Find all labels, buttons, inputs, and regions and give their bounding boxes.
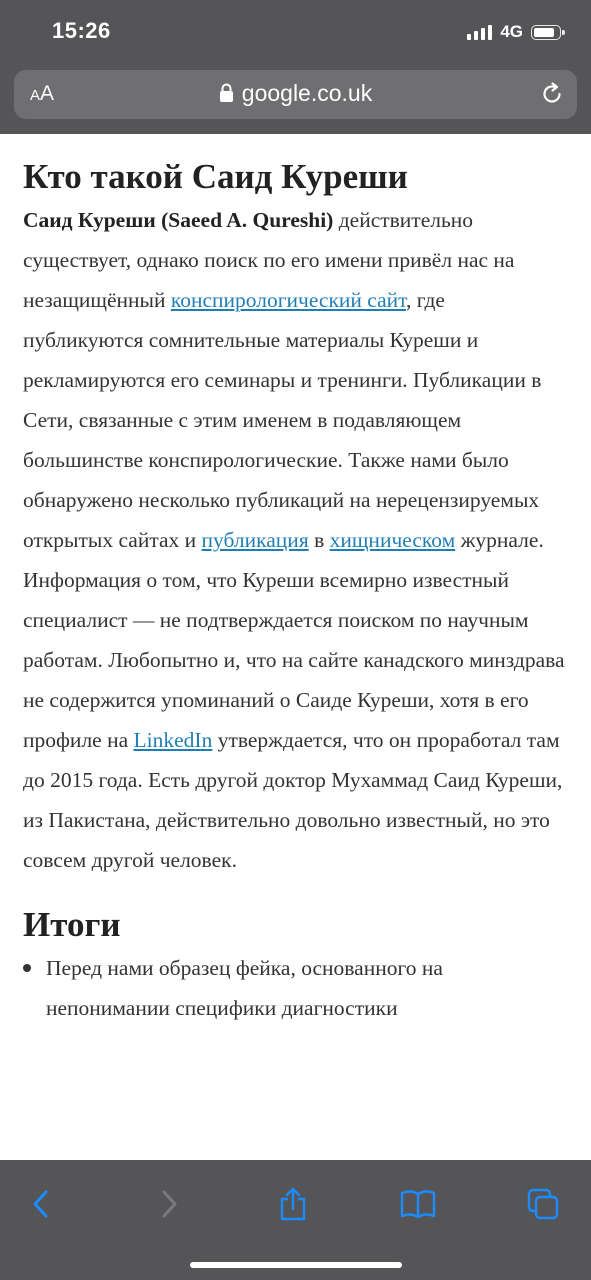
text-size-button[interactable]: AA — [30, 82, 55, 105]
forward-button[interactable] — [147, 1182, 191, 1226]
paragraph-text: журнале. Информация о том, что Куреши всемирно известный специалист — не подтверждается поиском по научным работам. Любопытно и, что на сайте канадского минздрава не содержится упоминаний о Саиде Куреши, хотя в его профиле на — [23, 528, 565, 752]
subject-name: Саид Куреши (Saeed A. Qureshi) — [23, 208, 334, 232]
battery-level — [534, 28, 554, 37]
url-display[interactable] — [14, 80, 577, 109]
article-content — [23, 154, 568, 1028]
forward-icon — [159, 1189, 179, 1219]
status-indicators — [467, 20, 561, 44]
tabs-icon — [526, 1187, 560, 1221]
network-type: 4G — [500, 22, 523, 41]
predatory-journal-link[interactable]: хищническом — [329, 528, 456, 552]
paragraph-text: , где публикуются сомнительные материалы Куреши и рекламируются его семинары и тренинги. Публикации в Сети, связанные с этим именем в подавляющем большинстве конспирологические. Также нами было обнаружено несколько публикаций на нерецензируемых открытых сайтах и — [23, 288, 542, 552]
browser-top-chrome — [0, 0, 591, 134]
paragraph-text: действительно существует, однако поиск по его имени привёл нас на незащищённый — [23, 208, 515, 312]
reload-icon[interactable] — [539, 81, 565, 112]
home-indicator[interactable] — [190, 1262, 402, 1268]
lock-icon — [219, 82, 234, 109]
paragraph-text: утверждается, что он проработал там до 2015 года. Есть другой доктор Мухаммад Саид Куреши, из Пакистана, действительно довольно известный, но это совсем другой человек. — [23, 728, 563, 872]
article-paragraph — [23, 200, 568, 880]
share-button[interactable] — [271, 1182, 315, 1226]
conspiracy-site-link[interactable]: конспирологический сайт — [170, 288, 406, 312]
paragraph-text: в — [308, 528, 330, 552]
back-button[interactable] — [19, 1182, 63, 1226]
summary-list — [23, 948, 568, 1028]
url-domain: google.co.uk — [241, 80, 373, 106]
cellular-signal-icon — [467, 24, 492, 40]
publication-link[interactable]: публикация — [201, 528, 309, 552]
status-time: 15:26 — [52, 18, 111, 43]
summary-heading: Итоги — [23, 905, 121, 944]
tabs-button[interactable] — [521, 1182, 565, 1226]
list-item: Перед нами образец фейка, основанного на непонимании специфики диагностики — [23, 948, 568, 1028]
article-title: Кто такой Саид Куреши — [23, 157, 408, 196]
bookmarks-button[interactable] — [396, 1182, 440, 1226]
back-icon — [31, 1189, 51, 1219]
share-icon — [278, 1186, 308, 1222]
battery-icon — [531, 25, 561, 40]
linkedin-link[interactable]: LinkedIn — [133, 728, 213, 752]
bookmarks-icon — [399, 1188, 437, 1220]
address-bar[interactable] — [14, 70, 577, 119]
